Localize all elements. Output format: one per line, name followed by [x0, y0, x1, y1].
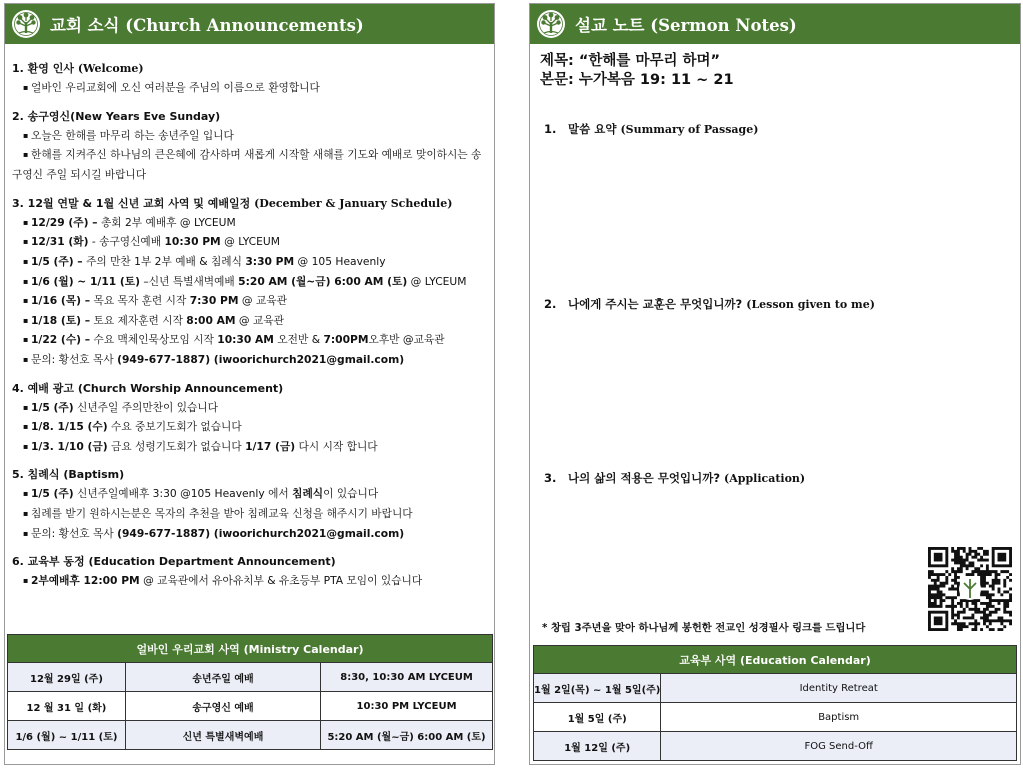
- baptism-item: ▪ 침례를 받기 원하시는분은 목자의 추천을 받아 침례교육 신청을 해주시기 바랍니다: [12, 504, 486, 524]
- education-item: ▪ 2부예배후 12:00 PM @ 교육관에서 유아유치부 & 유초등부 PTA 모임이 있습니다: [12, 571, 486, 591]
- qr-code-icon[interactable]: [928, 547, 1012, 631]
- announcements-title-ko: 교회 소식: [50, 16, 120, 35]
- schedule-section: [12, 197, 486, 370]
- schedule-item: ▪ 12/31 (화) - 송구영신예배 10:30 PM @ LYCEUM: [12, 232, 486, 252]
- schedule-contact: ▪ 문의: 황선호 목사 (949-677-1887) (iwoorichurch2021@gmail.com): [12, 350, 486, 370]
- nye-bullet-2: ▪ 한해를 지켜주신 하나님의 큰은혜에 감사하며 새롭게 시작할 새해를 기도와 예배로 맞이하시는 송구영신 주일 되시길 바랍니다: [12, 145, 486, 185]
- nye-title: 2. 송구영신(New Years Eve Sunday): [12, 109, 221, 123]
- baptism-title: 5. 침례식 (Baptism): [12, 468, 125, 482]
- schedule-item: ▪ 1/6 (월) ~ 1/11 (토) –신년 특별새벽예배 5:20 AM (월~금) 6:00 AM (토) @ LYCEUM: [12, 272, 486, 292]
- welcome-text: ▪ 얼바인 우리교회에 오신 여러분을 주님의 이름으로 환영합니다: [12, 78, 486, 98]
- schedule-item: ▪ 12/29 (주) – 총회 2부 예배후 @ LYCEUM: [12, 213, 486, 233]
- schedule-item: ▪ 1/18 (토) – 토요 제자훈련 시작 8:00 AM @ 교육관: [12, 311, 486, 331]
- schedule-title: 3. 12월 연말 & 1월 신년 교회 사역 및 예배일정 (December & January Schedule): [12, 196, 453, 210]
- schedule-item: ▪ 1/22 (수) – 수요 맥체인묵상모임 시작 10:30 AM 오전반 & 7:00PM오후반 @교육관: [12, 330, 486, 350]
- table-row: 1월 12일 (주) FOG Send-Off: [534, 732, 1017, 761]
- worship-item: ▪ 1/3. 1/10 (금) 금요 성령기도회가 없습니다 1/17 (금) 다시 시작 합니다: [12, 437, 486, 457]
- table-row: 1월 5일 (주) Baptism: [534, 703, 1017, 732]
- ministry-calendar-table: [7, 634, 493, 750]
- education-title: 6. 교육부 동정 (Education Department Announcement): [12, 555, 336, 569]
- announcements-title: [50, 12, 364, 36]
- schedule-item: ▪ 1/16 (목) – 목요 목자 훈련 시작 7:30 PM @ 교육관: [12, 291, 486, 311]
- question-application: 3. 나의 삶의 적용은 무엇입니까? (Application): [544, 471, 806, 485]
- worship-section: [12, 382, 486, 457]
- baptism-contact: ▪ 문의: 황선호 목사 (949-677-1887) (iwoorichurch2021@gmail.com): [12, 524, 486, 544]
- sermon-notes-title: [575, 12, 797, 36]
- worship-item: ▪ 1/8. 1/15 (수) 수요 중보기도회가 없습니다: [12, 417, 486, 437]
- ministry-calendar-header: 얼바인 우리교회 사역 (Ministry Calendar): [8, 635, 493, 663]
- welcome-title: 1. 환영 인사 (Welcome): [12, 62, 144, 75]
- worship-title: 4. 예배 광고 (Church Worship Announcement): [12, 381, 284, 395]
- table-row: 12 월 31 일 (화) 송구영신 예배 10:30 PM LYCEUM: [8, 692, 493, 721]
- question-lesson: 2. 나에게 주시는 교훈은 무엇입니까? (Lesson given to me): [544, 297, 875, 311]
- bible-transcription-footnote: * 창립 3주년을 맞아 하나님께 봉헌한 전교인 성경필사 링크를 드립니다: [542, 622, 866, 634]
- sermon-notes-title-en: (Sermon Notes): [650, 16, 797, 35]
- education-section: [12, 555, 486, 591]
- table-row: 1/6 (월) ~ 1/11 (토) 신년 특별새벽예배 5:20 AM (월~금) 6:00 AM (토): [8, 721, 493, 750]
- table-row: 12월 29일 (주) 송년주일 예배 8:30, 10:30 AM LYCEUM: [8, 663, 493, 692]
- sermon-notes-header: [530, 4, 1020, 44]
- welcome-section: [12, 62, 486, 98]
- announcements-header: [5, 4, 494, 44]
- nye-bullet-1: ▪ 오늘은 한해를 마무리 하는 송년주일 입니다: [12, 126, 486, 146]
- education-calendar-table: [533, 645, 1017, 761]
- baptism-section: [12, 468, 486, 543]
- sermon-title: 제목: “한해를 마무리 하며”: [540, 53, 721, 69]
- sermon-scripture: 본문: 누가복음 19: 11 ~ 21: [540, 72, 734, 88]
- sermon-notes-panel: [529, 3, 1021, 765]
- baptism-item: ▪ 1/5 (주) 신년주일예배후 3:30 @105 Heavenly 에서 침례식이 있습니다: [12, 484, 486, 504]
- sermon-notes-title-ko: 설교 노트: [575, 16, 645, 35]
- question-summary: 1. 말씀 요약 (Summary of Passage): [544, 122, 759, 136]
- church-announcements-panel: [4, 3, 495, 765]
- worship-item: ▪ 1/5 (주) 신년주일 주의만찬이 있습니다: [12, 398, 486, 418]
- new-years-eve-section: [12, 110, 486, 185]
- education-calendar-header: 교육부 사역 (Education Calendar): [534, 646, 1017, 674]
- schedule-item: ▪ 1/5 (주) – 주의 만찬 1부 2부 예배 & 침례식 3:30 PM @ 105 Heavenly: [12, 252, 486, 272]
- tree-logo-icon: [11, 9, 41, 39]
- tree-logo-icon: [536, 9, 566, 39]
- announcements-title-en: (Church Announcements): [125, 16, 364, 35]
- table-row: 1월 2일(목) ~ 1월 5일(주) Identity Retreat: [534, 674, 1017, 703]
